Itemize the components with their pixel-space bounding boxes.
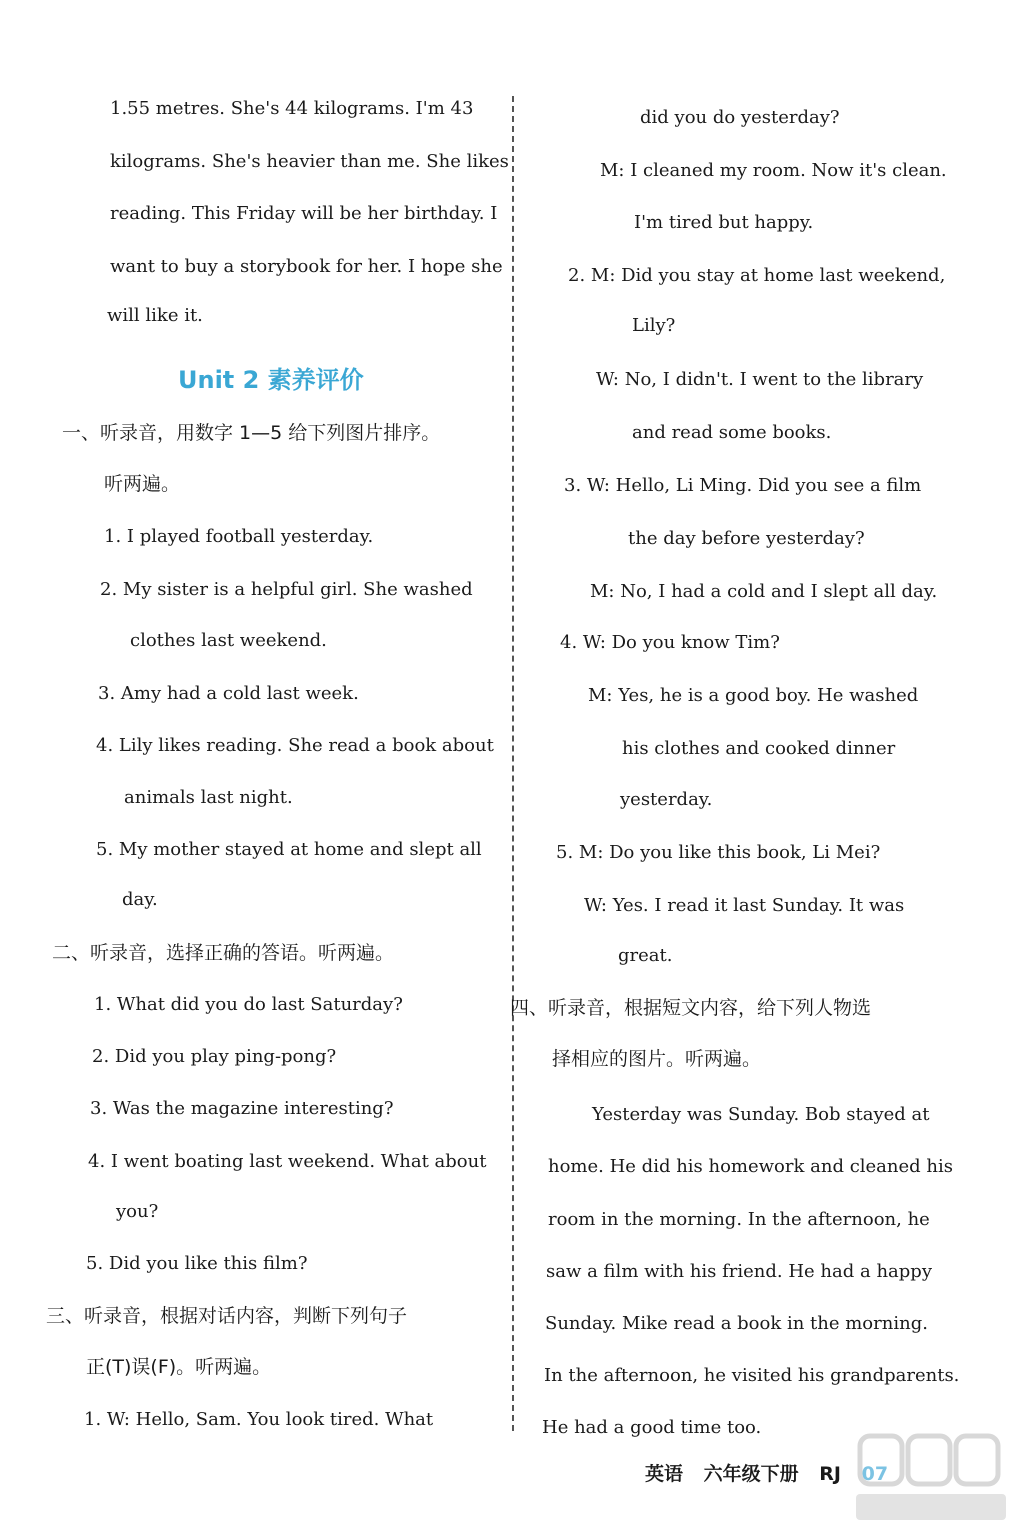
right-text-line: W: No, I didn't. I went to the library: [596, 369, 924, 390]
left-text-line: 2. My sister is a helpful girl. She washed: [100, 579, 473, 600]
right-text-line: room in the morning. In the afternoon, he: [548, 1209, 930, 1230]
left-text-line: 5. My mother stayed at home and slept all: [96, 839, 482, 860]
right-text-line: saw a film with his friend. He had a happy: [546, 1261, 932, 1282]
right-text-line: 择相应的图片。听两遍。: [552, 1048, 762, 1070]
left-text-line: 4. I went boating last weekend. What about: [88, 1151, 487, 1172]
right-text-line: his clothes and cooked dinner: [622, 738, 896, 759]
left-text-line: 3. Was the magazine interesting?: [90, 1098, 394, 1119]
left-text-line: 正(T)误(F)。听两遍。: [86, 1356, 272, 1378]
right-text-line: 四、听录音，根据短文内容，给下列人物选: [510, 997, 872, 1019]
left-text-line: 听两遍。: [104, 473, 181, 495]
left-text-line: 一、听录音，用数字 1—5 给下列图片排序。: [62, 422, 441, 444]
right-text-line: 5. M: Do you like this book, Li Mei?: [556, 842, 881, 863]
right-text-line: He had a good time too.: [542, 1417, 762, 1438]
left-text-line: 3. Amy had a cold last week.: [98, 683, 359, 704]
right-text-line: home. He did his homework and cleaned his: [548, 1156, 953, 1177]
right-text-line: Sunday. Mike read a book in the morning.: [545, 1313, 928, 1334]
column-divider: [512, 96, 514, 1431]
right-text-line: the day before yesterday?: [628, 528, 865, 549]
right-text-line: M: I cleaned my room. Now it's clean.: [600, 160, 947, 181]
right-text-line: Yesterday was Sunday. Bob stayed at: [592, 1104, 930, 1125]
right-text-line: In the afternoon, he visited his grandparents.: [544, 1365, 960, 1386]
left-text-line: 二、听录音，选择正确的答语。听两遍。: [52, 942, 395, 964]
right-text-line: 3. W: Hello, Li Ming. Did you see a film: [564, 475, 922, 496]
left-text-line: clothes last weekend.: [130, 630, 327, 651]
right-text-line: did you do yesterday?: [640, 107, 840, 128]
left-text-line: want to buy a storybook for her. I hope she: [110, 256, 503, 277]
right-text-line: and read some books.: [632, 422, 832, 443]
right-text-line: yesterday.: [620, 789, 713, 810]
footer-page-number: 07: [861, 1463, 889, 1485]
left-text-line: kilograms. She's heavier than me. She likes: [110, 151, 509, 172]
footer-edition: RJ: [819, 1463, 841, 1485]
unit-title: Unit 2 素养评价: [178, 366, 364, 394]
left-text-line: 1. I played football yesterday.: [104, 526, 374, 547]
left-text-line: 1.55 metres. She's 44 kilograms. I'm 43: [110, 98, 474, 119]
left-text-line: 4. Lily likes reading. She read a book about: [96, 735, 494, 756]
left-text-line: 2. Did you play ping-pong?: [92, 1046, 337, 1067]
left-text-line: 三、听录音，根据对话内容，判断下列句子: [46, 1305, 408, 1327]
left-text-line: will like it.: [107, 305, 203, 326]
right-text-line: W: Yes. I read it last Sunday. It was: [584, 895, 905, 916]
right-text-line: I'm tired but happy.: [634, 212, 814, 233]
watermark-logo-icon: [850, 1428, 1010, 1528]
left-text-line: 1. W: Hello, Sam. You look tired. What: [84, 1409, 434, 1430]
right-text-line: M: Yes, he is a good boy. He washed: [588, 685, 919, 706]
left-text-line: 5. Did you like this film?: [86, 1253, 308, 1274]
right-text-line: M: No, I had a cold and I slept all day.: [590, 581, 938, 602]
right-text-line: Lily?: [632, 315, 676, 336]
footer-subject: 英语: [645, 1463, 684, 1485]
left-text-line: reading. This Friday will be her birthday. I: [110, 203, 498, 224]
right-text-line: great.: [618, 945, 673, 966]
footer-grade: 六年级下册: [703, 1463, 799, 1485]
left-text-line: you?: [116, 1201, 159, 1222]
right-text-line: 2. M: Did you stay at home last weekend,: [568, 265, 946, 286]
left-text-line: animals last night.: [124, 787, 293, 808]
right-text-line: 4. W: Do you know Tim?: [560, 632, 780, 653]
left-text-line: 1. What did you do last Saturday?: [94, 994, 403, 1015]
left-text-line: day.: [122, 889, 158, 910]
